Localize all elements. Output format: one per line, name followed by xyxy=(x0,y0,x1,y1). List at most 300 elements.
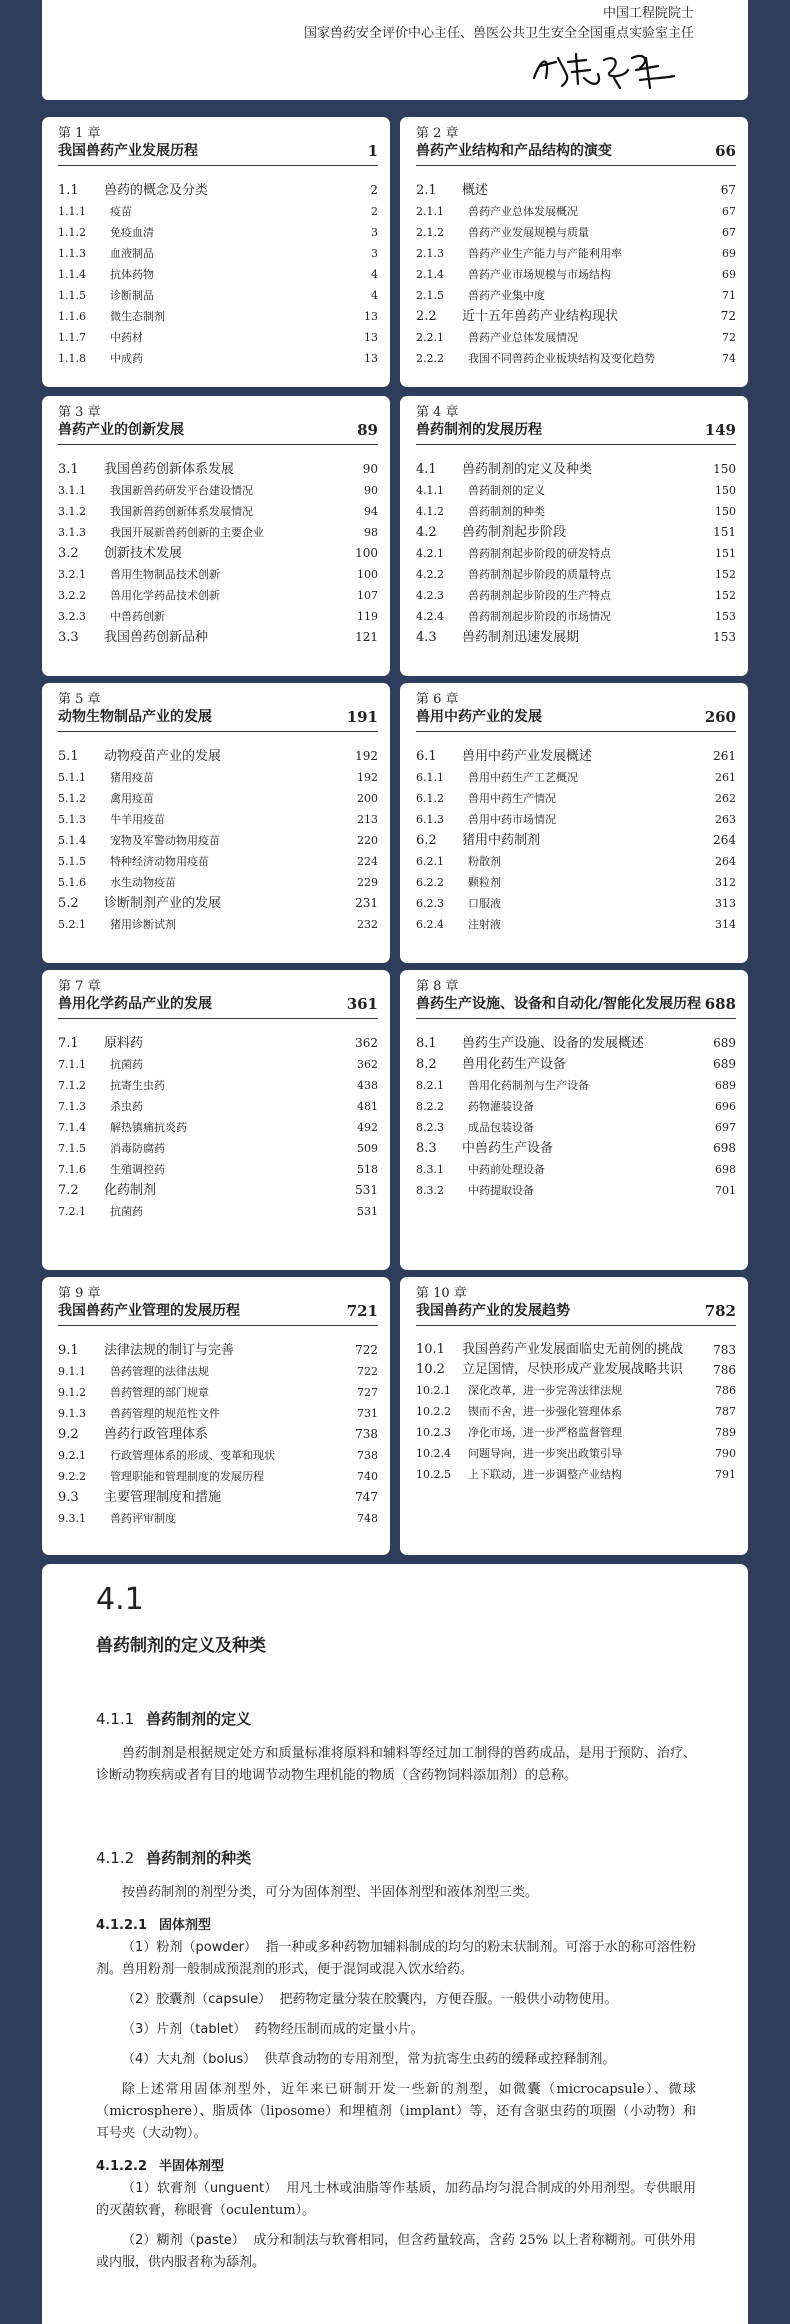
chapter-title[interactable]: 我国兽药产业管理的发展历程 xyxy=(58,1303,240,1319)
subsection-heading-types xyxy=(96,1847,696,1868)
toc-entry-title: 动物疫苗产业的发展 xyxy=(104,749,222,764)
toc-entry-page: 107 xyxy=(357,589,378,602)
toc-entry-title: 注射液 xyxy=(468,918,501,931)
chapter-title[interactable]: 兽用中药产业的发展 xyxy=(416,709,542,725)
toc-entry-page: 200 xyxy=(357,792,378,805)
chapter-title[interactable]: 兽药产业结构和产品结构的演变 xyxy=(416,143,612,159)
section-title: 兽药制剂的定义及种类 xyxy=(96,1636,266,1656)
toc-entry-title: 兽药评审制度 xyxy=(110,1512,176,1525)
toc-entry[interactable] xyxy=(58,1180,378,1201)
toc-entry[interactable] xyxy=(58,1340,378,1361)
toc-entry[interactable] xyxy=(416,1033,736,1054)
toc-entry[interactable] xyxy=(58,1487,378,1508)
toc-entry[interactable] xyxy=(58,564,378,585)
toc-entry-number: 6.1.1 xyxy=(416,771,444,784)
toc-entry[interactable] xyxy=(58,1361,378,1382)
toc-entry-page: 531 xyxy=(357,1205,378,1218)
toc-entry-page: 4 xyxy=(371,289,378,302)
toc-entry-page: 2 xyxy=(370,183,378,197)
tablet-paragraph xyxy=(96,2019,696,2041)
chapter-title-row xyxy=(416,708,736,732)
term-text: 供草食动物的专用剂型，常为抗寄生虫药的缓释或控释制剂。 xyxy=(264,2052,616,2067)
chapter-title[interactable]: 兽药生产设施、设备和自动化/智能化发展历程 xyxy=(416,996,702,1012)
toc-entry-title: 行政管理体系的形成、变革和现状 xyxy=(110,1449,275,1462)
toc-entry-title: 口服液 xyxy=(468,897,501,910)
toc-entry-page: 100 xyxy=(355,546,378,560)
toc-entry-title: 中药提取设备 xyxy=(468,1184,534,1197)
chapter-page: 782 xyxy=(704,1302,736,1320)
toc-entry-number: 8.3.2 xyxy=(416,1184,444,1197)
toc-entry-title: 兽药制剂迅速发展期 xyxy=(462,630,580,645)
toc-entry-title: 中药材 xyxy=(110,331,143,344)
toc-entry[interactable] xyxy=(58,627,378,648)
chapter-card xyxy=(42,1277,390,1555)
toc-entry-page: 518 xyxy=(357,1163,378,1176)
chapter-title[interactable]: 我国兽药产业发展历程 xyxy=(58,143,198,159)
toc-entry-page: 481 xyxy=(357,1100,378,1113)
toc-entry-title: 兽药管理的规范性文件 xyxy=(110,1407,220,1420)
toc-entry-page: 150 xyxy=(713,462,736,476)
toc-entry[interactable] xyxy=(416,243,736,264)
toc-entry-page: 90 xyxy=(364,484,378,497)
toc-entry-title: 兽药行政管理体系 xyxy=(104,1427,209,1442)
toc-entry-title: 兽药产业发展规模与质量 xyxy=(468,226,589,239)
toc-entry[interactable] xyxy=(416,1180,736,1201)
toc-entry-number: 8.3 xyxy=(416,1141,437,1156)
toc-entry[interactable] xyxy=(58,1382,378,1403)
chapter-page: 149 xyxy=(704,421,736,439)
solid-dosage-heading xyxy=(96,1914,696,1933)
toc-entry-title: 兽药产业生产能力与产能利用率 xyxy=(468,247,622,260)
toc-entry[interactable] xyxy=(416,327,736,348)
toc-entry-page: 787 xyxy=(715,1405,736,1418)
bolus-paragraph xyxy=(96,2049,696,2071)
toc-entry[interactable] xyxy=(58,348,378,369)
toc-entry[interactable] xyxy=(416,1159,736,1180)
toc-entry[interactable] xyxy=(416,306,736,327)
term: （2）糊剂（paste） xyxy=(122,2233,245,2248)
toc-entry-page: 72 xyxy=(722,331,736,344)
toc-entry-page: 738 xyxy=(355,1427,378,1441)
toc-entry[interactable] xyxy=(58,243,378,264)
toc-entry-title: 我国不同兽药企业板块结构及变化趋势 xyxy=(468,352,655,365)
toc-entry[interactable] xyxy=(58,851,378,872)
toc-entry[interactable] xyxy=(416,1422,736,1443)
toc-entry-title: 成品包装设备 xyxy=(468,1121,534,1134)
article-section xyxy=(42,1564,748,2324)
toc-entry[interactable] xyxy=(58,830,378,851)
toc-entry-number: 9.3.1 xyxy=(58,1512,86,1525)
chapter-page: 191 xyxy=(346,708,378,726)
toc-entry-title: 猪用诊断试剂 xyxy=(110,918,176,931)
toc-entry-number: 6.1 xyxy=(416,749,437,764)
toc-entry[interactable] xyxy=(58,872,378,893)
toc-entry-title: 概述 xyxy=(462,183,489,198)
chapter-title-row xyxy=(58,708,378,732)
toc-entry[interactable] xyxy=(416,522,736,543)
toc-entry[interactable] xyxy=(416,222,736,243)
toc-entry[interactable] xyxy=(58,222,378,243)
toc-entry[interactable] xyxy=(58,501,378,522)
toc-entry-title: 水生动物疫苗 xyxy=(110,876,176,889)
toc-entry-title: 生殖调控药 xyxy=(110,1163,165,1176)
chapter-title-row xyxy=(58,995,378,1019)
toc-entry-page: 783 xyxy=(713,1343,736,1357)
chapter-title[interactable]: 兽用化学药品产业的发展 xyxy=(58,996,212,1012)
toc-entry-page: 151 xyxy=(713,525,736,539)
toc-entry-title: 牛羊用疫苗 xyxy=(110,813,165,826)
toc-entry-number: 5.1.4 xyxy=(58,834,86,847)
toc-entry[interactable] xyxy=(416,543,736,564)
toc-entry[interactable] xyxy=(416,809,736,830)
toc-entry-page: 13 xyxy=(364,331,378,344)
toc-entry-number: 2.1 xyxy=(416,183,437,198)
chapter-number: 第 8 章 xyxy=(416,979,459,994)
toc-entry-title: 净化市场，进一步严格监督管理 xyxy=(468,1426,622,1439)
toc-entry[interactable] xyxy=(416,480,736,501)
chapter-title-row xyxy=(416,421,736,445)
toc-entry[interactable] xyxy=(58,1138,378,1159)
toc-entry[interactable] xyxy=(416,1054,736,1075)
toc-entry[interactable] xyxy=(58,1445,378,1466)
toc-entry-title: 管理职能和管理制度的发展历程 xyxy=(110,1470,264,1483)
toc-entry-number: 6.2.1 xyxy=(416,855,444,868)
toc-entry-number: 5.1.2 xyxy=(58,792,86,805)
toc-entry-title: 抗菌药 xyxy=(110,1205,143,1218)
toc-entry[interactable] xyxy=(58,201,378,222)
toc-entry-page: 3 xyxy=(371,247,378,260)
toc-entry-title: 我国新兽药研发平台建设情况 xyxy=(110,484,253,497)
toc-entry-number: 8.3.1 xyxy=(416,1163,444,1176)
toc-entry-title: 兽药制剂的种类 xyxy=(468,505,545,518)
toc-entry-page: 151 xyxy=(715,547,736,560)
chapter-title-row xyxy=(416,1302,736,1326)
toc-entry[interactable] xyxy=(58,543,378,564)
toc-entry[interactable] xyxy=(58,788,378,809)
toc-entry-number: 9.1.3 xyxy=(58,1407,86,1420)
toc-entry[interactable] xyxy=(416,788,736,809)
toc-entry-title: 兽用化药制剂与生产设备 xyxy=(468,1079,589,1092)
toc-entry[interactable] xyxy=(58,1054,378,1075)
toc-entry-title: 兽药产业集中度 xyxy=(468,289,545,302)
toc-entry-number: 4.1.2 xyxy=(416,505,444,518)
toc-entry-page: 100 xyxy=(357,568,378,581)
chapter-number: 第 4 章 xyxy=(416,405,459,420)
toc-entry-number: 7.1 xyxy=(58,1036,79,1051)
chapter-number: 第 10 章 xyxy=(416,1286,467,1301)
toc-entry[interactable] xyxy=(416,1138,736,1159)
toc-entry[interactable] xyxy=(416,914,736,935)
toc-entry-number: 6.2.4 xyxy=(416,918,444,931)
toc-entry-title: 我国开展新兽药创新的主要企业 xyxy=(110,526,264,539)
toc-entry[interactable] xyxy=(58,893,378,914)
toc-entry-title: 解热镇痛抗炎药 xyxy=(110,1121,187,1134)
toc-entry[interactable] xyxy=(58,285,378,306)
toc-entry-number: 5.1.1 xyxy=(58,771,86,784)
toc-entry[interactable] xyxy=(416,501,736,522)
toc-entry-number: 9.1 xyxy=(58,1343,79,1358)
author-title-line: 中国工程院院士 xyxy=(602,6,694,21)
toc-entry-number: 3.2.2 xyxy=(58,589,86,602)
chapter-number: 第 5 章 xyxy=(58,692,101,707)
toc-entry[interactable] xyxy=(58,264,378,285)
toc-entry-number: 4.1 xyxy=(416,462,437,477)
toc-entry[interactable] xyxy=(416,180,736,201)
toc-entry-title: 兽用中药市场情况 xyxy=(468,813,556,826)
toc-entry-number: 4.2.3 xyxy=(416,589,444,602)
toc-entry-title: 兽用中药生产工艺概况 xyxy=(468,771,578,784)
chapter-title-row xyxy=(416,995,736,1019)
subsection-number: 4.1.2 xyxy=(96,1849,135,1867)
toc-entry-page: 789 xyxy=(715,1426,736,1439)
toc-entry-title: 特种经济动物用疫苗 xyxy=(110,855,209,868)
toc-entry-number: 2.2.1 xyxy=(416,331,444,344)
toc-entry-page: 362 xyxy=(355,1036,378,1050)
toc-entry-page: 790 xyxy=(715,1447,736,1460)
chapter-number: 第 1 章 xyxy=(58,126,101,141)
toc-entry-page: 697 xyxy=(715,1121,736,1134)
toc-entry-page: 13 xyxy=(364,352,378,365)
toc-entry-page: 698 xyxy=(715,1163,736,1176)
toc-entry-page: 313 xyxy=(715,897,736,910)
toc-entry-title: 疫苗 xyxy=(110,205,132,218)
toc-entry-title: 兽药制剂起步阶段的研发特点 xyxy=(468,547,611,560)
toc-entry[interactable] xyxy=(416,1464,736,1485)
toc-entry-page: 2 xyxy=(371,205,378,218)
toc-entry[interactable] xyxy=(416,1401,736,1422)
toc-entry-number: 9.2.1 xyxy=(58,1449,86,1462)
toc-entry-page: 229 xyxy=(357,876,378,889)
unguent-paragraph xyxy=(96,2178,696,2222)
toc-entry-number: 10.1 xyxy=(416,1342,445,1357)
toc-entry[interactable] xyxy=(58,1096,378,1117)
capsule-paragraph xyxy=(96,1989,696,2011)
toc-entry-page: 312 xyxy=(715,876,736,889)
toc-entry-number: 1.1.3 xyxy=(58,247,86,260)
toc-entry-number: 7.1.1 xyxy=(58,1058,86,1071)
toc-entry-title: 立足国情，尽快形成产业发展战略共识 xyxy=(462,1362,684,1377)
chapter-title[interactable]: 兽药制剂的发展历程 xyxy=(416,422,542,438)
toc-entry-title: 兽用化药生产设备 xyxy=(462,1057,567,1072)
toc-entry-number: 10.2.1 xyxy=(416,1384,451,1397)
toc-entry[interactable] xyxy=(416,627,736,648)
toc-entry-title: 法律法规的制订与完善 xyxy=(104,1343,235,1358)
term: （4）大丸剂（bolus） xyxy=(122,2052,257,2067)
toc-entry-page: 150 xyxy=(715,505,736,518)
toc-entry-page: 362 xyxy=(357,1058,378,1071)
semisolid-dosage-heading xyxy=(96,2155,696,2174)
toc-entry[interactable] xyxy=(416,746,736,767)
subsection-number: 4.1.2.2 xyxy=(96,2159,147,2174)
chapter-title[interactable]: 我国兽药产业的发展趋势 xyxy=(416,1303,570,1319)
toc-entry[interactable] xyxy=(416,830,736,851)
toc-entry[interactable] xyxy=(416,1117,736,1138)
toc-entry-title: 免疫血清 xyxy=(110,226,154,239)
chapter-title-row xyxy=(58,421,378,445)
toc-entry-page: 150 xyxy=(715,484,736,497)
toc-entry-page: 69 xyxy=(722,247,736,260)
toc-entry-page: 738 xyxy=(357,1449,378,1462)
toc-entry-page: 689 xyxy=(715,1079,736,1092)
section-number: 4.1 xyxy=(96,1582,144,1617)
toc-entry[interactable] xyxy=(416,264,736,285)
toc-entry-number: 7.1.2 xyxy=(58,1079,86,1092)
toc-entry-page: 314 xyxy=(715,918,736,931)
chapter-title-row xyxy=(416,142,736,166)
toc-entry[interactable] xyxy=(58,459,378,480)
toc-entry-page: 722 xyxy=(357,1365,378,1378)
toc-entry-page: 791 xyxy=(715,1468,736,1481)
toc-entry-page: 192 xyxy=(357,771,378,784)
toc-entry[interactable] xyxy=(416,1443,736,1464)
chapter-number: 第 9 章 xyxy=(58,1286,101,1301)
toc-entry[interactable] xyxy=(416,1340,736,1360)
toc-entry-number: 1.1.6 xyxy=(58,310,86,323)
toc-entry[interactable] xyxy=(58,180,378,201)
toc-entry-page: 509 xyxy=(357,1142,378,1155)
toc-entry[interactable] xyxy=(58,606,378,627)
toc-entry-number: 7.1.3 xyxy=(58,1100,86,1113)
toc-entry[interactable] xyxy=(416,1360,736,1380)
toc-entry-title: 兽药制剂起步阶段 xyxy=(462,525,567,540)
toc-entry[interactable] xyxy=(58,1201,378,1222)
toc-entry[interactable] xyxy=(58,1424,378,1445)
toc-entry-page: 262 xyxy=(715,792,736,805)
chapter-title[interactable]: 兽药产业的创新发展 xyxy=(58,422,184,438)
chapter-title[interactable]: 动物生物制品产业的发展 xyxy=(58,709,212,725)
toc-entry-title: 抗寄生虫药 xyxy=(110,1079,165,1092)
toc-entry[interactable] xyxy=(58,914,378,935)
toc-entry[interactable] xyxy=(58,1466,378,1487)
subsection-number: 4.1.2.1 xyxy=(96,1918,147,1933)
toc-entry[interactable] xyxy=(58,746,378,767)
chapter-number: 第 2 章 xyxy=(416,126,459,141)
toc-entry[interactable] xyxy=(58,1508,378,1529)
chapter-page: 688 xyxy=(704,995,736,1013)
toc-entry-number: 3.3 xyxy=(58,630,79,645)
toc-entry-page: 152 xyxy=(715,568,736,581)
toc-entry-page: 698 xyxy=(713,1141,736,1155)
chapter-card xyxy=(42,396,390,676)
term-text: 把药物定量分装在胶囊内，方便吞服。一般供小动物使用。 xyxy=(279,1992,618,2007)
toc-entry[interactable] xyxy=(416,348,736,369)
subsection-heading-definition xyxy=(96,1708,696,1729)
toc-entry[interactable] xyxy=(58,1159,378,1180)
term-text: 指一种或多种药物加辅料制成的均匀的粉末状制剂。可溶于水的称可溶性粉剂。兽用粉剂一般制成预混剂的形式，便于混饲或混入饮水给药。 xyxy=(96,1940,696,1977)
toc-entry-number: 9.1.1 xyxy=(58,1365,86,1378)
toc-entry-page: 152 xyxy=(715,589,736,602)
toc-entry[interactable] xyxy=(58,1075,378,1096)
toc-entry-number: 3.2.1 xyxy=(58,568,86,581)
toc-entry-number: 3.1.3 xyxy=(58,526,86,539)
toc-entry-title: 兽药管理的部门规章 xyxy=(110,1386,209,1399)
toc-entry[interactable] xyxy=(416,459,736,480)
toc-entry-page: 261 xyxy=(713,749,736,763)
chapter-page: 66 xyxy=(715,142,736,160)
toc-entry-number: 10.2.5 xyxy=(416,1468,451,1481)
toc-entry[interactable] xyxy=(416,1075,736,1096)
toc-entry-title: 兽用生物制品技术创新 xyxy=(110,568,220,581)
toc-entry[interactable] xyxy=(416,1096,736,1117)
toc-entry-number: 1.1 xyxy=(58,183,79,198)
toc-entry-page: 748 xyxy=(357,1512,378,1525)
toc-entry[interactable] xyxy=(416,872,736,893)
subsection-number: 4.1.1 xyxy=(96,1710,135,1728)
subsection-title: 固体剂型 xyxy=(159,1918,212,1933)
toc-entry-page: 153 xyxy=(715,610,736,623)
toc-entry[interactable] xyxy=(416,201,736,222)
toc-entry-page: 67 xyxy=(722,226,736,239)
toc-entry-title: 诊断制品 xyxy=(110,289,154,302)
toc-entry[interactable] xyxy=(58,1033,378,1054)
toc-entry[interactable] xyxy=(416,1380,736,1401)
toc-entry-page: 90 xyxy=(362,462,378,476)
toc-entry-page: 67 xyxy=(722,205,736,218)
toc-entry-page: 67 xyxy=(720,183,736,197)
toc-entry[interactable] xyxy=(416,851,736,872)
toc-entry[interactable] xyxy=(58,585,378,606)
toc-entry[interactable] xyxy=(416,606,736,627)
toc-entry-title: 兽药的概念及分类 xyxy=(104,183,209,198)
toc-entry-title: 兽用中药产业发展概述 xyxy=(462,749,593,764)
toc-entry[interactable] xyxy=(58,480,378,501)
toc-entry-page: 231 xyxy=(355,896,378,910)
toc-entry-number: 1.1.4 xyxy=(58,268,86,281)
toc-entry[interactable] xyxy=(416,564,736,585)
toc-entry-title: 抗体药物 xyxy=(110,268,154,281)
toc-entry[interactable] xyxy=(58,522,378,543)
toc-entry[interactable] xyxy=(58,767,378,788)
definition-paragraph: 兽药制剂是根据规定处方和质量标准将原料和辅料等经过加工制得的兽药成品，是用于预防、治疗、诊断动物疾病或者有目的地调节动物生理机能的物质（含药物饲料添加剂）的总称。 xyxy=(96,1746,696,1783)
toc-entry-number: 5.2 xyxy=(58,896,79,911)
chapter-card xyxy=(400,396,748,676)
toc-entry[interactable] xyxy=(416,285,736,306)
toc-entry-number: 3.1 xyxy=(58,462,79,477)
toc-entry-title: 兽药制剂的定义及种类 xyxy=(462,462,593,477)
toc-entry[interactable] xyxy=(58,306,378,327)
toc-entry-title: 中成药 xyxy=(110,352,143,365)
toc-entry-number: 6.2 xyxy=(416,833,437,848)
toc-entry-page: 121 xyxy=(355,630,378,644)
toc-entry[interactable] xyxy=(416,893,736,914)
toc-entry[interactable] xyxy=(58,809,378,830)
toc-entry[interactable] xyxy=(416,585,736,606)
toc-entry-title: 兽药产业总体发展概况 xyxy=(468,205,578,218)
toc-entry-number: 3.1.1 xyxy=(58,484,86,497)
toc-entry-number: 8.2.2 xyxy=(416,1100,444,1113)
toc-entry-title: 兽药生产设施、设备的发展概述 xyxy=(462,1036,645,1051)
toc-entry-number: 6.2.2 xyxy=(416,876,444,889)
toc-entry-number: 2.1.2 xyxy=(416,226,444,239)
toc-entry[interactable] xyxy=(58,327,378,348)
term: （3）片剂（tablet） xyxy=(122,2022,247,2037)
chapter-title-row xyxy=(58,1302,378,1326)
toc-entry-title: 上下联动，进一步调整产业结构 xyxy=(468,1468,622,1481)
toc-entry-number: 1.1.2 xyxy=(58,226,86,239)
toc-entry-title: 主要管理制度和措施 xyxy=(104,1490,222,1505)
toc-entry[interactable] xyxy=(58,1403,378,1424)
toc-entry-number: 4.2.2 xyxy=(416,568,444,581)
toc-entry[interactable] xyxy=(416,767,736,788)
toc-entry-page: 261 xyxy=(715,771,736,784)
toc-entry[interactable] xyxy=(58,1117,378,1138)
toc-entry-title: 血液制品 xyxy=(110,247,154,260)
toc-entry-number: 6.1.2 xyxy=(416,792,444,805)
preface-footer xyxy=(42,0,748,100)
chapter-number: 第 6 章 xyxy=(416,692,459,707)
toc-entry-page: 492 xyxy=(357,1121,378,1134)
toc-entry-number: 2.2 xyxy=(416,309,437,324)
